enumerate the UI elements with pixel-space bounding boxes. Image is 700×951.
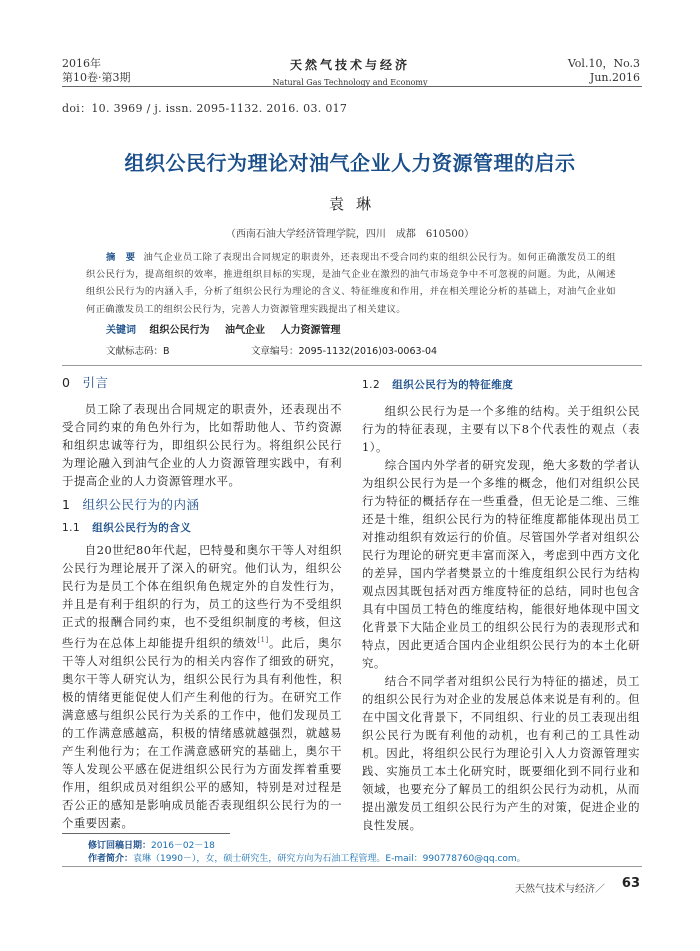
paragraph-1-1	[62, 541, 342, 832]
abstract-text: 油气企业员工除了表现出合同规定的职责外，还表现出不受合同约束的组织公民行为。如何正确激发员工的组织公民行为，提高组织的效率，推进组织目标的实现，是油气企业在激烈的油气市场竞争中不可忽视的问题。为此，从阐述组织公民行为的内涵入手，分析了组织公民行为理论的含义、特征维度和作用，并在相关理论分析的基础上，对油气企业如何正确激发员工的组织公民行为，完善人力资源管理实践提出了相关建议。	[86, 252, 617, 315]
keyword-item: 组织公民行为	[149, 325, 210, 336]
paragraph-1-2-c: 结合不同学者对组织公民行为特征的描述，员工的组织公民行为对企业的发展总体来说是有利的。但在中国文化背景下，不同组织、行业的员工表现出组织公民行为既有利他的动机，也有利己的工具性动机。因此，将组织公民行为理论引入人力资源管理实践、实施员工本土化研究时，既要细化到不同行业和领域，也要充分了解员工的组织公民行为动机，从而提出激发员工组织公民行为产生的对策，促进企业的良性发展。	[362, 674, 640, 832]
subsection-number: 1.1	[62, 522, 81, 534]
footnote-divider	[62, 833, 230, 834]
abstract-label: 摘 要	[106, 252, 136, 263]
journal-name-cn: 天然气技术与经济	[289, 58, 410, 72]
paragraph-text: 自20世纪80年代起，巴特曼和奥尔干等人对组织公民行为理论展开了深入的研究。他们认为，组织公民行为是员工个体在组织角色规定外的自发性行为，并且是有利于组织的行为，员工的这些行为不受组织正式的报酬合同约束，也不受组织制度的考核，但这些行为在总体上却能提升组织的绩效	[62, 543, 342, 650]
received-date: 2016－02－18	[151, 841, 215, 851]
affiliation: （西南石油大学经济管理学院，四川 成都 610500）	[225, 229, 475, 240]
subsection-number: 1.2	[362, 379, 381, 391]
citation[interactable]: [1]	[257, 636, 269, 644]
section-title: 组织公民行为的内涵	[82, 497, 200, 512]
keyword-item: 油气企业	[224, 325, 265, 336]
footer-divider	[62, 866, 642, 867]
subsection-title: 组织公民行为的含义	[92, 522, 192, 534]
section-title: 引言	[82, 375, 109, 390]
author-info: 袁琳（1990－），女，硕士研究生，研究方向为石油工程管理。E-mail：990778760@qq.com。	[133, 854, 526, 864]
doi[interactable]: doi：10. 3969 / j. issn. 2095-1132. 2016. 03. 017	[62, 102, 348, 115]
subsection-title: 组织公民行为的特征维度	[392, 379, 514, 391]
author-info-label: 作者简介：	[88, 854, 134, 864]
section-heading-1	[62, 496, 342, 514]
paragraph-text: 。此后，奥尔干等人对组织公民行为的相关内容作了细致的研究，奥尔干等人研究认为，组织公民行为具有利他性，积极的情绪更能促使人们产生利他的行为。在研究工作满意感与组织公民行为关系的工作中，他们发现员工的工作满意感越高，积极的情绪感就越强烈，就越易产生利他行为；在工作满意感研究的基础上，奥尔干等人发现公平感在促进组织公民行为方面发挥着重要作用，组织成员对组织公平的感知，特别是对过程是否公正的感知是影响成员能否表现组织公民行为的一个重要因素。	[62, 635, 342, 830]
journal-name-en: Natural Gas Technology and Economy	[272, 78, 428, 87]
header-volume-issue-en: Vol.10，No.3	[567, 57, 640, 70]
paragraph-1-2-a: 组织公民行为是一个多维的结构。关于组织公民行为的特征表现，主要有以下8个代表性的观点（表1）。	[362, 404, 640, 454]
author-name: 袁琳	[328, 195, 383, 213]
section-heading-intro	[62, 374, 342, 392]
article-title: 组织公民行为理论对油气企业人力资源管理的启示	[124, 151, 576, 175]
header-left	[62, 57, 131, 85]
header-center	[200, 56, 500, 87]
paragraph-1-2-b: 综合国内外学者的研究发现，绝大多数的学者认为组织公民行为是一个多维的概念，他们对组织公民行为特征的概括存在一些重叠，但无论是二维、三维还是十维，组织公民行为的特征维度都能体现出员工对推动组织有效运行的价值。尽管国外学者对组织公民行为理论的研究更丰富而深入，考虑到中西方文化的差异，国内学者樊景立的十维度组织公民行为结构观点因其既包括对西方维度特征的总结，同时也包含具有中国员工特色的维度结构，能很好地体现中国文化背景下大陆企业员工的组织公民行为的表现形式和特点，因此更适合国内企业组织公民行为的本土化研究。	[362, 458, 640, 670]
header-right	[568, 57, 640, 85]
abstract-divider	[62, 365, 642, 366]
header-date-en: Jun.2016	[589, 71, 640, 84]
keywords-label: 关键词	[106, 325, 136, 336]
footnote-author	[88, 851, 526, 864]
keyword-item: 人力资源管理	[280, 325, 341, 336]
footer-journal: 天然气技术与经济／	[515, 884, 605, 895]
subsection-heading-1-1	[62, 519, 342, 537]
received-label: 修订回稿日期：	[88, 841, 152, 851]
header-year: 2016年	[62, 57, 101, 70]
left-column	[62, 374, 342, 832]
abstract	[86, 249, 616, 318]
article-number: 文章编号：2095-1132(2016)03-0063-04	[251, 346, 438, 357]
document-code: 文献标志码：B	[106, 346, 170, 357]
footnote-received	[88, 838, 215, 851]
header-divider	[62, 86, 642, 87]
keywords	[106, 321, 352, 336]
subsection-heading-1-2	[362, 376, 640, 394]
header-volume-issue-cn: 第10卷·第3期	[62, 71, 131, 84]
section-number: 1	[62, 497, 71, 512]
section-number: 0	[62, 375, 71, 390]
right-column	[362, 376, 640, 834]
intro-paragraph: 员工除了表现出合同规定的职责外，还表现出不受合同约束的角色外行为，比如帮助他人、节约资源和组织忠诚等行为，即组织公民行为。将组织公民行为理论融入到油气企业的人力资源管理实践中，有利于提高企业的人力资源管理水平。	[62, 402, 342, 488]
page-number: 63	[621, 876, 640, 891]
